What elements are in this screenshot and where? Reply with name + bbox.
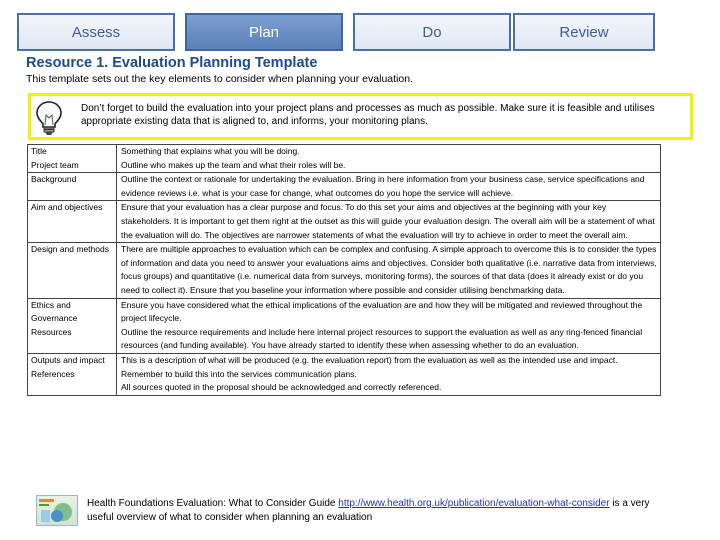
label-outputs: Outputs and impact [31, 354, 105, 365]
row-description [117, 353, 661, 395]
label-resources: Resources [31, 326, 72, 337]
table-row [28, 145, 661, 173]
label-project-team: Project team [31, 159, 79, 170]
desc-outputs: This is a description of what will be produced (e.g. the evaluation report) from the evaluation as well as the intended use and impact. Remember to build this into the services communication plans. [121, 354, 618, 379]
row-label [28, 353, 117, 395]
table-row [28, 298, 661, 353]
guide-link[interactable]: http://www.health.org.uk/publication/evaluation-what-consider [338, 498, 610, 509]
tab-label: Plan [248, 23, 280, 41]
desc-title: Something that explains what you will be doing. [121, 146, 300, 156]
tab-review[interactable] [513, 13, 655, 51]
tab-label: Review [559, 23, 609, 41]
row-label: Design and methods [28, 243, 117, 298]
row-description: Ensure that your evaluation has a clear purpose and focus. To do this set your aims and objectives at the beginning with your key stakeholders. It is important to get them right at the outset as this will guide your evaluation design. The overall aim will be a statement of what the evaluation will do. The objectives are narrower statements of what the evaluation will try to achieve in order to meet the overall aim. [117, 201, 661, 243]
label-title: Title [31, 146, 47, 156]
row-label [28, 298, 117, 353]
tab-plan[interactable] [185, 13, 343, 51]
row-label: Background [28, 173, 117, 201]
label-references: References [31, 368, 75, 379]
row-label [28, 145, 117, 173]
desc-references: All sources quoted in the proposal should be acknowledged and correctly referenced. [121, 382, 442, 393]
page-title: Resource 1. Evaluation Planning Template [26, 55, 318, 71]
row-label: Aim and objectives [28, 201, 117, 243]
planning-template-table [27, 144, 661, 396]
table-row [28, 353, 661, 395]
desc-project-team: Outline who makes up the team and what their roles will be. [121, 159, 346, 170]
tab-assess[interactable] [17, 13, 175, 51]
desc-resources: Outline the resource requirements and include here internal project resources to support the evaluation as well as any ring-fenced financial resources (and funding available). You have already started to identify these when assessing whether to do an evaluation. [121, 326, 643, 351]
tip-box [28, 93, 693, 140]
reference-prefix: Health Foundations Evaluation: What to Consider Guide [87, 498, 336, 509]
lightbulb-icon [34, 100, 64, 136]
tip-text: Don’t forget to build the evaluation into your project plans and processes as much as possible. Make sure it is feasible and utilises appropriate existing data that is aligned to, and informs, your monitoring plans. [81, 103, 655, 127]
tab-label: Assess [71, 23, 121, 41]
row-description [117, 145, 661, 173]
intro-text: This template sets out the key elements to consider when planning your evaluation. [26, 73, 413, 85]
desc-ethics: Ensure you have considered what the ethical implications of the evaluation are and how they will be mitigated and reviewed throughout the project lifecycle. [121, 299, 643, 324]
row-description [117, 298, 661, 353]
guide-thumbnail-icon [36, 495, 78, 526]
table-row [28, 201, 661, 243]
reference-note [87, 497, 662, 525]
table-row [28, 243, 661, 298]
table-row [28, 173, 661, 201]
tab-do[interactable] [353, 13, 511, 51]
label-ethics: Ethics and Governance [31, 299, 78, 324]
row-description: Outline the context or rationale for undertaking the evaluation. Bring in here information from your business case, service specifications and evidence reviews i.e. what is your case for change, what outcomes do you hope the service will achieve. [117, 173, 661, 201]
reference-suffix: is a very useful overview of what to consider when planning an evaluation [87, 498, 650, 523]
tab-label: Do [422, 23, 442, 41]
row-description: There are multiple approaches to evaluation which can be complex and confusing. A simple approach to overcome this is to consider the types of information and data you need to answer your evaluations aims and objectives. Consider both qualitative (i.e. narrative data from interviews, focus groups) and quantitative (i.e. numerical data from surveys, monitoring forms), the sources of that data (does it already exist or do you need to collect it). Ensure that you baseline your information where possible and consider utilising benchmarking data. [117, 243, 661, 298]
